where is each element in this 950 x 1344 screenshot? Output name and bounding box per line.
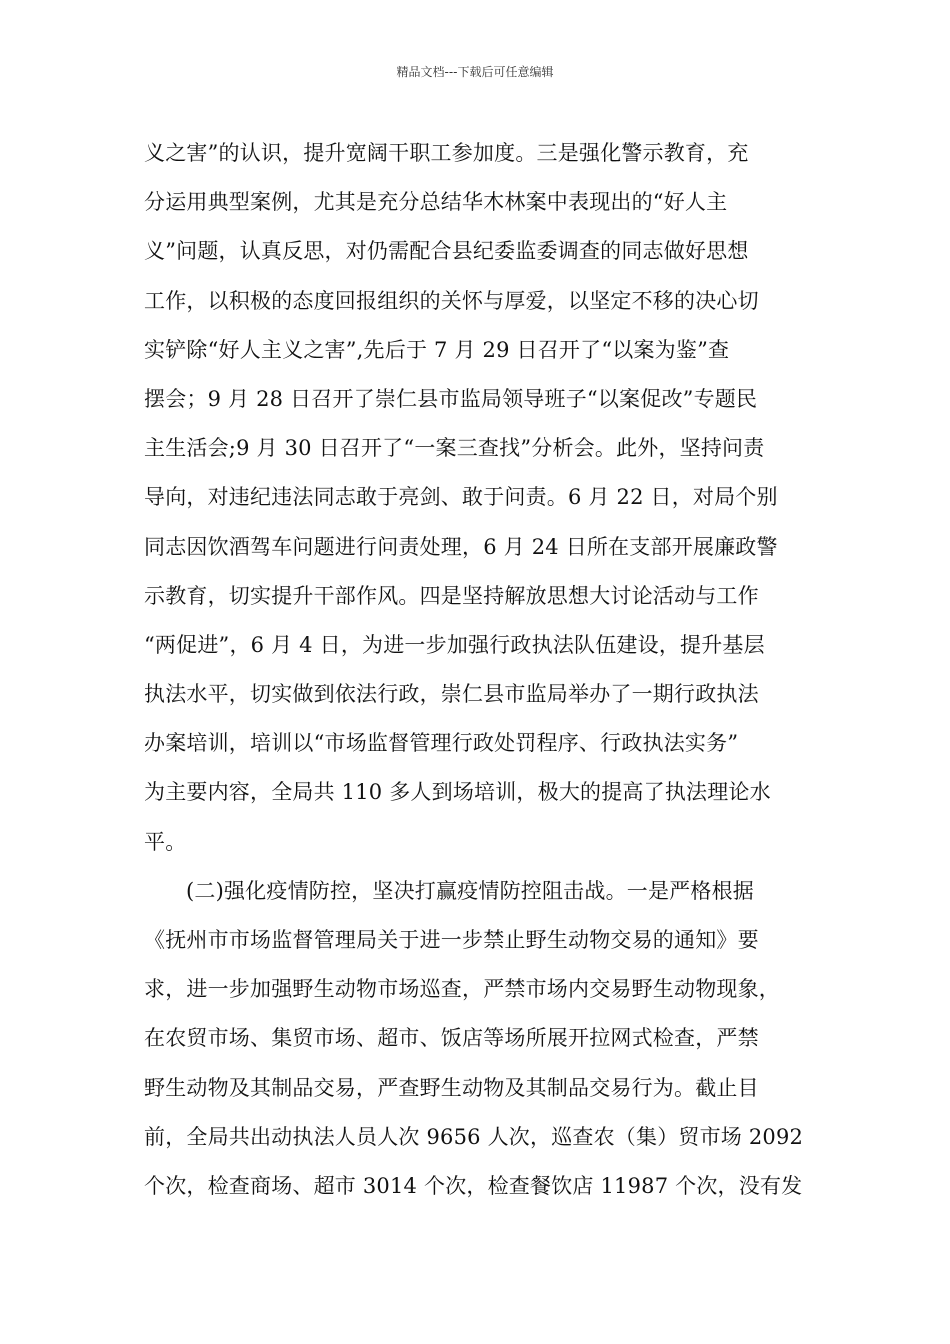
text-line: 为主要内容，全局共 110 多人到场培训，极大的提高了执法理论水 [144, 780, 771, 805]
text-line: 分运用典型案例，尤其是充分总结华木林案中表现出的“好人主 [144, 190, 728, 215]
text-line: 主生活会;9 月 30 日召开了“一案三查找”分析会。此外，坚持问责 [144, 436, 765, 461]
page-header: 精品文档---下载后可任意编辑 [396, 65, 554, 79]
text-line: 义之害”的认识，提升宽阔干职工参加度。三是强化警示教育，充 [144, 141, 749, 165]
text-line: 示教育，切实提升干部作风。四是坚持解放思想大讨论活动与工作 [144, 583, 759, 608]
section-heading-line: (二)强化疫情防控，坚决打赢疫情防控阻击战。一是严格根据 [186, 878, 754, 903]
text-line: 实铲除“好人主义之害”,先后于 7 月 29 日召开了“以案为鉴”查 [144, 337, 730, 362]
text-line: 摆会；9 月 28 日召开了崇仁县市监局领导班子“以案促改”专题民 [144, 386, 758, 411]
text-line: 工作，以积极的态度回报组织的关怀与厚爱，以坚定不移的决心切 [144, 288, 759, 313]
text-line: 野生动物及其制品交易，严查野生动物及其制品交易行为。截止目 [144, 1075, 759, 1100]
text-line: 执法水平，切实做到依法行政，崇仁县市监局举办了一期行政执法 [144, 682, 759, 707]
document-body [144, 133, 808, 1215]
text-line: 义”问题，认真反思，对仍需配合县纪委监委调查的同志做好思想 [144, 239, 749, 264]
text-line: 导向，对违纪违法同志敢于亮剑、敢于问责。6 月 22 日，对局个别 [144, 485, 778, 510]
text-line: 个次，检查商场、超市 3014 个次，检查餐饮店 11987 个次，没有发 [144, 1173, 803, 1198]
text-line: “两促进”，6 月 4 日，为进一步加强行政执法队伍建设，提升基层 [144, 632, 765, 657]
text-line: 办案培训，培训以“市场监督管理行政处罚程序、行政执法实务” [144, 731, 739, 756]
text-line: 《抚州市市场监督管理局关于进一步禁止野生动物交易的通知》要 [144, 928, 759, 952]
text-line: 平。 [144, 829, 187, 854]
text-line: 同志因饮酒驾车问题进行问责处理，6 月 24 日所在支部开展廉政警 [144, 534, 778, 559]
text-line: 前，全局共出动执法人员人次 9656 人次，巡查农（集）贸市场 2092 [144, 1124, 804, 1149]
text-line: 求，进一步加强野生动物市场巡查，严禁市场内交易野生动物现象， [144, 977, 780, 1002]
text-line: 在农贸市场、集贸市场、超市、饭店等场所展开拉网式检查，严禁 [144, 1026, 759, 1051]
